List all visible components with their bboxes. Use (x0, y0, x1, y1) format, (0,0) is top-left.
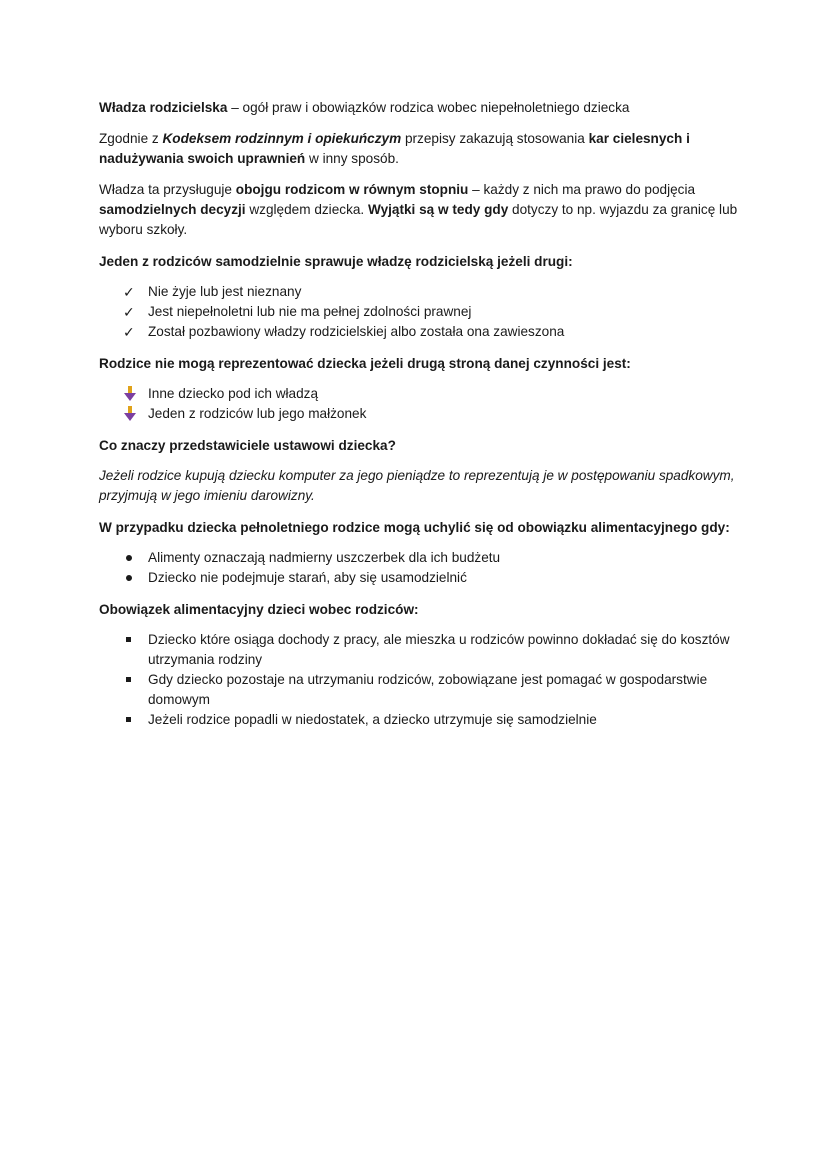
list-item (99, 670, 739, 710)
list-item (99, 282, 739, 302)
list-item-text: Jeżeli rodzice popadli w niedostatek, a dziecko utrzymuje się samodzielnie (148, 712, 597, 727)
list-item (99, 302, 739, 322)
paragraph-wladza (99, 180, 739, 240)
list-item-text: Dziecko które osiąga dochody z pracy, ale mieszka u rodziców powinno dokładać się do kosztów utrzymania rodziny (148, 632, 730, 667)
list-item-text: Jeden z rodziców lub jego małżonek (148, 406, 367, 421)
text: Zgodnie z (99, 131, 163, 146)
down-arrow-icon (123, 386, 137, 402)
kary-text: kar cielesnych i nadużywania swoich uprawnień (99, 131, 690, 166)
kodeks-name: Kodeksem rodzinnym i opiekuńczym (162, 131, 402, 146)
square-list (99, 630, 739, 730)
checklist (99, 282, 739, 342)
text: dotyczy to np. wyjazdu za granicę lub wyboru szkoły. (99, 202, 738, 237)
decyzji-text: samodzielnych decyzji (99, 202, 246, 217)
list-item-text: Został pozbawiony władzy rodzicielskiej albo została ona zawieszona (148, 324, 565, 339)
text: Władza ta przysługuje (99, 182, 236, 197)
list-item-text: Gdy dziecko pozostaje na utrzymaniu rodziców, zobowiązane jest pomagać w gospodarstwie domowym (148, 672, 708, 707)
paragraph-example (99, 466, 739, 506)
list-item (99, 384, 739, 404)
text: w inny sposób. (305, 151, 399, 166)
list-item (99, 322, 739, 342)
list-item (99, 404, 739, 424)
bullet-list (99, 548, 739, 588)
list-item-text: Nie żyje lub jest nieznany (148, 284, 302, 299)
document-content (99, 98, 739, 742)
heading-przedstawiciele: Co znaczy przedstawiciele ustawowi dziecka? (99, 438, 396, 453)
list-item-text: Alimenty oznaczają nadmierny uszczerbek dla ich budżetu (148, 550, 501, 565)
list-item-text: Dziecko nie podejmuje starań, aby się usamodzielnić (148, 570, 467, 585)
definition-text: – ogół praw i obowiązków rodzica wobec niepełnoletniego dziecka (227, 100, 630, 115)
wyjatki-text: Wyjątki są w tedy gdy (367, 202, 509, 217)
paragraph-definition (99, 98, 739, 118)
heading-reprezentowac: Rodzice nie mogą reprezentować dziecka jeżeli drugą stroną danej czynności jest: (99, 356, 631, 371)
down-arrow-icon (123, 406, 137, 422)
arrow-list (99, 384, 739, 424)
list-item (99, 568, 739, 588)
checkmark-icon: ✓ (123, 324, 135, 340)
list-item (99, 710, 739, 730)
heading-pelnoletni: W przypadku dziecka pełnoletniego rodzice mogą uchylić się od obowiązku alimentacyjnego gdy: (99, 520, 730, 535)
text: względem dziecka. (245, 202, 368, 217)
checkmark-icon: ✓ (123, 284, 135, 300)
paragraph-kodeks (99, 129, 739, 169)
example-text: Jeżeli rodzice kupują dziecku komputer za jego pieniądze to reprezentują je w postępowaniu spadkowym, przyjmują w jego imieniu darowizny. (99, 468, 735, 503)
text: przepisy zakazują stosowania (401, 131, 589, 146)
list-item (99, 548, 739, 568)
heading-samodzielnie: Jeden z rodziców samodzielnie sprawuje władzę rodzicielską jeżeli drugi: (99, 254, 573, 269)
checkmark-icon: ✓ (123, 304, 135, 320)
term-wladza: Władza rodzicielska (99, 100, 228, 115)
obojgu-text: obojgu rodzicom w równym stopniu (235, 182, 469, 197)
heading-obowiazek: Obowiązek alimentacyjny dzieci wobec rodziców: (99, 602, 419, 617)
list-item-text: Inne dziecko pod ich władzą (148, 386, 319, 401)
list-item-text: Jest niepełnoletni lub nie ma pełnej zdolności prawnej (148, 304, 472, 319)
list-item (99, 630, 739, 670)
text: – każdy z nich ma prawo do podjęcia (468, 182, 696, 197)
